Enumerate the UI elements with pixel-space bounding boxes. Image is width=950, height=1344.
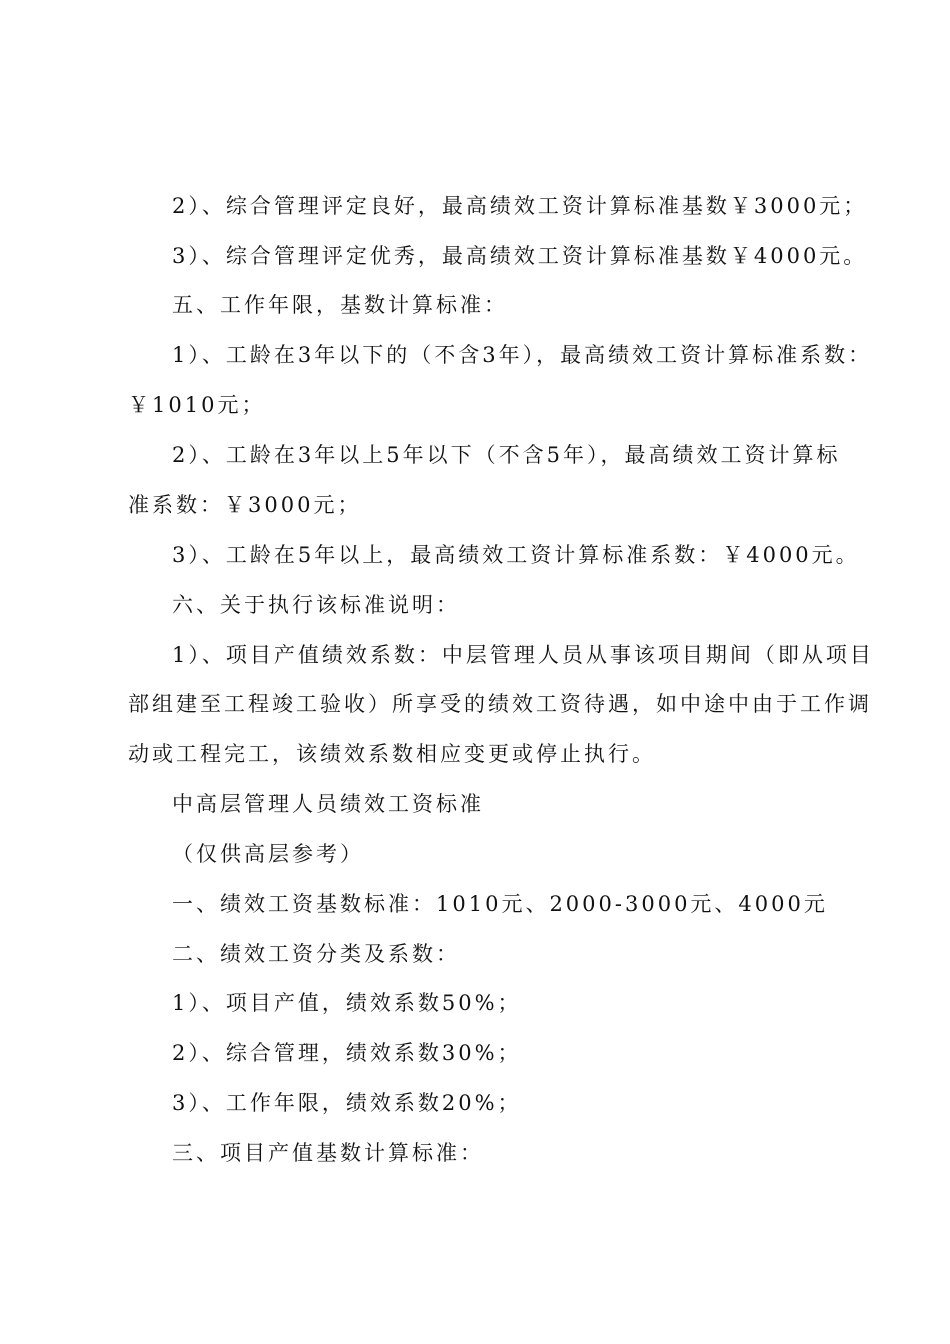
paragraph-line: 准系数：￥3000元；	[128, 493, 362, 517]
section-heading: 一、绩效工资基数标准：1010元、2000-3000元、4000元	[172, 892, 828, 916]
paragraph-line: 2）、工龄在3年以上5年以下（不含5年），最高绩效工资计算标	[172, 443, 841, 467]
paragraph-line: 部组建至工程竣工验收）所享受的绩效工资待遇，如中途中由于工作调	[128, 692, 872, 716]
section-heading: 二、绩效工资分类及系数：	[172, 942, 460, 966]
section-heading: 六、关于执行该标准说明：	[172, 593, 460, 617]
section-heading: 三、项目产值基数计算标准：	[172, 1141, 484, 1165]
paragraph-line: 2）、综合管理，绩效系数30%；	[172, 1041, 522, 1065]
paragraph-line: 3）、工龄在5年以上，最高绩效工资计算标准系数：￥4000元。	[172, 543, 860, 567]
document-subtitle: （仅供高层参考）	[172, 842, 364, 866]
section-heading: 五、工作年限，基数计算标准：	[172, 293, 508, 317]
paragraph-line: ￥1010元；	[128, 393, 266, 417]
paragraph-line: 1）、项目产值绩效系数：中层管理人员从事该项目期间（即从项目	[172, 643, 874, 667]
paragraph-line: 动或工程完工，该绩效系数相应变更或停止执行。	[128, 742, 656, 766]
paragraph-line: 3）、工作年限，绩效系数20%；	[172, 1091, 522, 1115]
paragraph-line: 3）、综合管理评定优秀，最高绩效工资计算标准基数￥4000元。	[172, 244, 868, 268]
document-title: 中高层管理人员绩效工资标准	[172, 792, 484, 816]
paragraph-line: 1）、项目产值，绩效系数50%；	[172, 991, 522, 1015]
paragraph-line: 2）、综合管理评定良好，最高绩效工资计算标准基数￥3000元；	[172, 194, 868, 218]
paragraph-line: 1）、工龄在3年以下的（不含3年），最高绩效工资计算标准系数：	[172, 343, 873, 367]
